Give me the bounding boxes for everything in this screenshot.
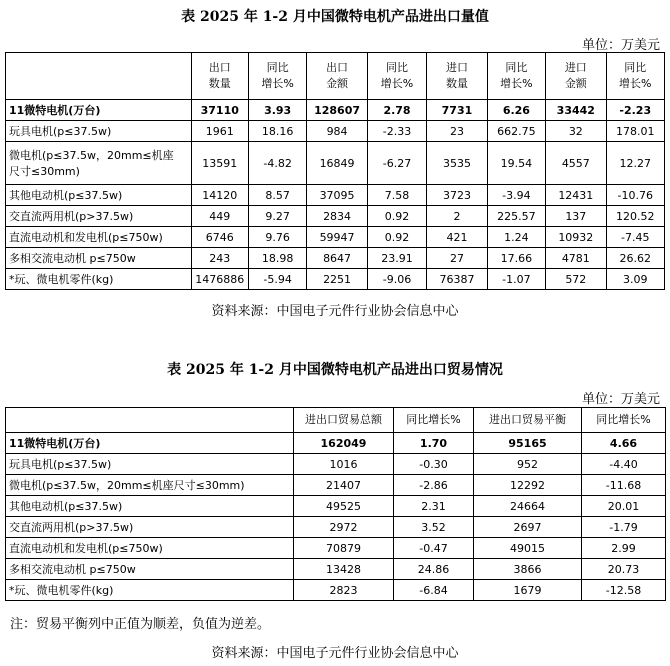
- table-row: [6, 142, 665, 185]
- table-cell: 1.70: [394, 433, 474, 454]
- table-row: [6, 538, 666, 559]
- row-label: 其他电动机(p≤37.5w): [6, 496, 294, 517]
- table-cell: 3.52: [394, 517, 474, 538]
- table-row: [6, 269, 665, 290]
- table-cell: 8647: [307, 248, 367, 269]
- table-cell: 2.31: [394, 496, 474, 517]
- table-cell: 6746: [191, 227, 248, 248]
- table-cell: 2251: [307, 269, 367, 290]
- table-row: [6, 496, 666, 517]
- column-header: 同比 增长%: [248, 53, 306, 100]
- table-cell: -2.23: [606, 100, 664, 121]
- table-cell: 24664: [474, 496, 582, 517]
- table-cell: 26.62: [606, 248, 664, 269]
- table-cell: 12.27: [606, 142, 664, 185]
- row-label: 玩具电机(p≤37.5w): [6, 121, 192, 142]
- table-cell: -6.84: [394, 580, 474, 601]
- table-cell: 0.92: [367, 227, 426, 248]
- table-cell: 12431: [546, 185, 606, 206]
- row-label: 直流电动机和发电机(p≤750w): [6, 538, 294, 559]
- table-cell: 1961: [191, 121, 248, 142]
- table-cell: 37110: [191, 100, 248, 121]
- column-header: 进出口贸易总额: [294, 408, 394, 433]
- table-cell: -3.94: [487, 185, 545, 206]
- table-cell: 3535: [427, 142, 487, 185]
- table-cell: 59947: [307, 227, 367, 248]
- table-cell: 9.76: [248, 227, 306, 248]
- row-label: 交直流两用机(p>37.5w): [6, 206, 192, 227]
- table-cell: 662.75: [487, 121, 545, 142]
- table-cell: 1476886: [191, 269, 248, 290]
- table1-source: 资料来源：中国电子元件行业协会信息中心: [211, 304, 459, 319]
- table-cell: -12.58: [582, 580, 666, 601]
- table-cell: 21407: [294, 475, 394, 496]
- table-cell: 70879: [294, 538, 394, 559]
- table-row: [6, 121, 665, 142]
- table-cell: 0.92: [367, 206, 426, 227]
- table1-title: 表 2025 年 1-2 月中国微特电机产品进出口量值: [181, 9, 489, 25]
- table-cell: 8.57: [248, 185, 306, 206]
- table-cell: 128607: [307, 100, 367, 121]
- table-cell: 984: [307, 121, 367, 142]
- table-cell: 952: [474, 454, 582, 475]
- table-row: [6, 248, 665, 269]
- table1-header-row: [6, 53, 665, 100]
- table-row: [6, 475, 666, 496]
- table-cell: 1679: [474, 580, 582, 601]
- table-cell: 13428: [294, 559, 394, 580]
- table-cell: 17.66: [487, 248, 545, 269]
- row-label: 其他电动机(p≤37.5w): [6, 185, 192, 206]
- table-cell: 572: [546, 269, 606, 290]
- column-header: 同比 增长%: [606, 53, 664, 100]
- table-cell: 1016: [294, 454, 394, 475]
- row-label: 11微特电机(万台): [6, 100, 192, 121]
- table-cell: 49015: [474, 538, 582, 559]
- table-cell: -6.27: [367, 142, 426, 185]
- column-header: 同比增长%: [394, 408, 474, 433]
- table-cell: 2.99: [582, 538, 666, 559]
- table-row: [6, 559, 666, 580]
- table-cell: -10.76: [606, 185, 664, 206]
- table-cell: 2: [427, 206, 487, 227]
- table-cell: 18.16: [248, 121, 306, 142]
- table2-title: 表 2025 年 1-2 月中国微特电机产品进出口贸易情况: [167, 362, 503, 378]
- table-cell: -2.86: [394, 475, 474, 496]
- table-cell: 243: [191, 248, 248, 269]
- table-cell: -4.40: [582, 454, 666, 475]
- table-row: [6, 206, 665, 227]
- column-header: 进口 金额: [546, 53, 606, 100]
- table-cell: -7.45: [606, 227, 664, 248]
- table-cell: 2834: [307, 206, 367, 227]
- row-label: 微电机(p≤37.5w，20mm≤机座 尺寸≤30mm): [6, 142, 192, 185]
- table-cell: 37095: [307, 185, 367, 206]
- row-label: 直流电动机和发电机(p≤750w): [6, 227, 192, 248]
- column-header: 出口 金额: [307, 53, 367, 100]
- table-cell: 10932: [546, 227, 606, 248]
- table-cell: 1.24: [487, 227, 545, 248]
- table-cell: 20.01: [582, 496, 666, 517]
- table-row: [6, 433, 666, 454]
- table2-header-row: [6, 408, 666, 433]
- table-cell: 225.57: [487, 206, 545, 227]
- table-cell: 3.09: [606, 269, 664, 290]
- table-cell: 3723: [427, 185, 487, 206]
- table-cell: 421: [427, 227, 487, 248]
- row-label: 玩具电机(p≤37.5w): [6, 454, 294, 475]
- table1-unit: 单位：万美元: [581, 38, 660, 53]
- table-cell: 76387: [427, 269, 487, 290]
- table-row: [6, 185, 665, 206]
- table-cell: 4.66: [582, 433, 666, 454]
- column-header: [6, 408, 294, 433]
- table-cell: 7.58: [367, 185, 426, 206]
- table-cell: 18.98: [248, 248, 306, 269]
- table-row: [6, 227, 665, 248]
- row-label: 多相交流电动机 p≤750w: [6, 248, 192, 269]
- table-cell: 19.54: [487, 142, 545, 185]
- table-cell: -4.82: [248, 142, 306, 185]
- table-cell: 16849: [307, 142, 367, 185]
- table-cell: 27: [427, 248, 487, 269]
- column-header: 进口 数量: [427, 53, 487, 100]
- table2-source: 资料来源：中国电子元件行业协会信息中心: [211, 646, 459, 661]
- table-cell: 6.26: [487, 100, 545, 121]
- table-cell: -2.33: [367, 121, 426, 142]
- table-cell: 7731: [427, 100, 487, 121]
- table-cell: 32: [546, 121, 606, 142]
- table-row: [6, 580, 666, 601]
- table-cell: 4557: [546, 142, 606, 185]
- row-label: *玩、微电机零件(kg): [6, 580, 294, 601]
- table-cell: 23.91: [367, 248, 426, 269]
- table-cell: 178.01: [606, 121, 664, 142]
- table-cell: 33442: [546, 100, 606, 121]
- row-label: 微电机(p≤37.5w，20mm≤机座尺寸≤30mm): [6, 475, 294, 496]
- column-header: 同比增长%: [582, 408, 666, 433]
- table2-unit: 单位：万美元: [581, 392, 660, 407]
- trade-balance-table: [5, 407, 666, 601]
- row-label: 11微特电机(万台): [6, 433, 294, 454]
- table-cell: 24.86: [394, 559, 474, 580]
- table-row: [6, 100, 665, 121]
- table-cell: 23: [427, 121, 487, 142]
- table2-note: 注：贸易平衡列中正值为顺差，负值为逆差。: [10, 617, 271, 632]
- table-cell: -5.94: [248, 269, 306, 290]
- table-cell: -9.06: [367, 269, 426, 290]
- column-header: 同比 增长%: [367, 53, 426, 100]
- table-cell: 2823: [294, 580, 394, 601]
- column-header: [6, 53, 192, 100]
- table-cell: 449: [191, 206, 248, 227]
- table-cell: 20.73: [582, 559, 666, 580]
- table-row: [6, 454, 666, 475]
- row-label: *玩、微电机零件(kg): [6, 269, 192, 290]
- import-export-volume-table: [5, 52, 665, 290]
- table-cell: 2697: [474, 517, 582, 538]
- table-cell: -1.79: [582, 517, 666, 538]
- column-header: 出口 数量: [191, 53, 248, 100]
- table-cell: 120.52: [606, 206, 664, 227]
- table-cell: 4781: [546, 248, 606, 269]
- table-row: [6, 517, 666, 538]
- table-cell: -0.47: [394, 538, 474, 559]
- table-cell: 137: [546, 206, 606, 227]
- table-cell: 2.78: [367, 100, 426, 121]
- table-cell: -1.07: [487, 269, 545, 290]
- table-cell: 49525: [294, 496, 394, 517]
- table-cell: 9.27: [248, 206, 306, 227]
- table-cell: 3.93: [248, 100, 306, 121]
- row-label: 交直流两用机(p>37.5w): [6, 517, 294, 538]
- table-cell: 14120: [191, 185, 248, 206]
- table-cell: 95165: [474, 433, 582, 454]
- table-cell: 3866: [474, 559, 582, 580]
- column-header: 进出口贸易平衡: [474, 408, 582, 433]
- table-cell: 13591: [191, 142, 248, 185]
- table-cell: 162049: [294, 433, 394, 454]
- row-label: 多相交流电动机 p≤750w: [6, 559, 294, 580]
- table-cell: 2972: [294, 517, 394, 538]
- table-cell: 12292: [474, 475, 582, 496]
- table-cell: -0.30: [394, 454, 474, 475]
- column-header: 同比 增长%: [487, 53, 545, 100]
- table-cell: -11.68: [582, 475, 666, 496]
